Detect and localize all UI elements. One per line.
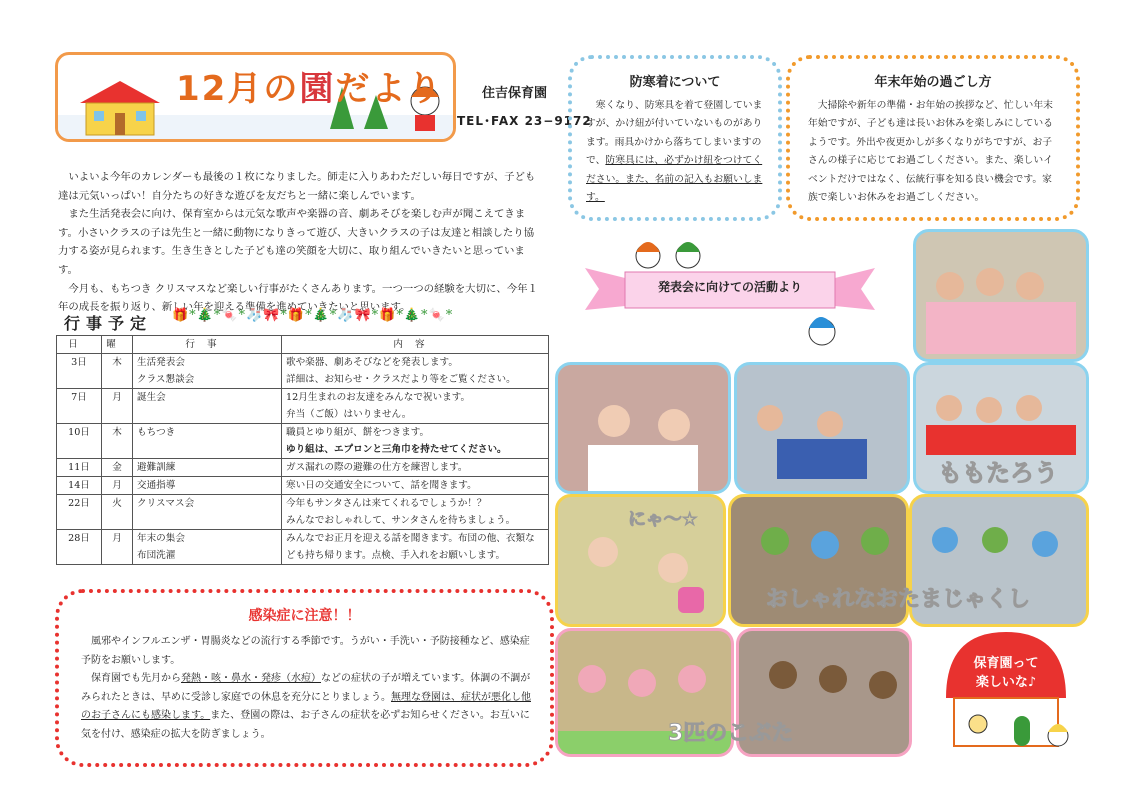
event-day-cell bbox=[57, 441, 102, 459]
event-day-cell: 28日 bbox=[57, 530, 102, 548]
event-dow-cell: 木 bbox=[102, 424, 133, 442]
event-name-cell: 交通指導 bbox=[133, 477, 282, 495]
event-day-cell: 10日 bbox=[57, 424, 102, 442]
event-content-cell: ガス漏れの際の避難の仕方を練習します。 bbox=[282, 459, 549, 477]
event-dow-cell: 月 bbox=[102, 477, 133, 495]
newsletter-title: 12月の園だより bbox=[176, 69, 444, 109]
house-message-line-2: 楽しいな♪ bbox=[975, 675, 1037, 690]
intro-paragraph-2: また生活発表会に向け、保育室からは元気な歌声や楽器の音、劇あそびを楽しむ声が聞こえてきます。小さいクラスの子は先生と一緒に動物になりきって遊び、大きいクラスの子は友達と相談したり協力する姿が見られます。生き生きとした子ども達の笑顔を大切に、取り組んでいきたいと思っています。 bbox=[58, 208, 535, 276]
event-day-cell bbox=[57, 547, 102, 565]
intro-paragraph-1: いよいよ今年のカレンダーも最後の１枚になりました。師走に入りあわただしい毎日ですが、子ども達は元気いっぱい！自分たちの好きな遊びを友だちと一緒に楽しんでいます。 bbox=[58, 171, 536, 202]
event-row bbox=[57, 459, 549, 477]
title-banner bbox=[55, 52, 456, 142]
intro-text bbox=[58, 168, 543, 317]
new-year-title: 年末年始の過ごし方 bbox=[874, 75, 992, 90]
event-name-cell: 避難訓練 bbox=[133, 459, 282, 477]
event-content-cell: ども持ち帰ります。点検、手入れをお願いします。 bbox=[282, 547, 549, 565]
event-day-cell: 14日 bbox=[57, 477, 102, 495]
event-row bbox=[57, 530, 549, 548]
event-day-cell bbox=[57, 406, 102, 424]
event-row bbox=[57, 354, 549, 372]
photo-cat-kids bbox=[555, 494, 726, 627]
blue-elf-icon bbox=[800, 306, 844, 350]
house-message-line-1: 保育園って bbox=[973, 656, 1039, 671]
event-row bbox=[57, 389, 549, 407]
event-content-cell: みんなでおしゃれして、サンタさんを待ちましょう。 bbox=[282, 512, 549, 530]
event-day-cell bbox=[57, 512, 102, 530]
event-content-cell: 歌や楽器、劇あそびなどを発表します。 bbox=[282, 354, 549, 372]
event-row bbox=[57, 424, 549, 442]
col-dow: 曜 bbox=[102, 336, 133, 354]
nursery-building-icon bbox=[70, 77, 170, 139]
infection-paragraph-1: 風邪やインフルエンザ・胃腸炎などの流行する季節です。うがい・手洗い・予防接種など、感染症予防をお願いします。 bbox=[81, 636, 530, 666]
event-dow-cell: 金 bbox=[102, 459, 133, 477]
caption-nya: にゃ〜☆ bbox=[628, 509, 698, 530]
christmas-decoration-icons: 🎁*🎄*🍬*🧦🎀*🎁*🎄*🧦🎀*🎁*🎄*🍬* bbox=[172, 308, 454, 323]
event-row bbox=[57, 371, 549, 389]
event-dow-cell bbox=[102, 406, 133, 424]
col-content: 内容 bbox=[282, 336, 549, 354]
event-day-cell: 7日 bbox=[57, 389, 102, 407]
event-content-cell: 職員とゆり組が、餅をつきます。 bbox=[282, 424, 549, 442]
intro-paragraph-3: 今月も、もちつき クリスマスなど楽しい行事がたくさんあります。一つ一つの経験を大切に、今年１年の成長を振り返り、新しい年を迎える準備を進めていきたいと思います。 bbox=[58, 282, 538, 314]
event-day-cell bbox=[57, 371, 102, 389]
events-title: 行事予定 bbox=[64, 314, 153, 333]
event-dow-cell: 月 bbox=[102, 530, 133, 548]
event-dow-cell bbox=[102, 441, 133, 459]
house-illustration bbox=[936, 632, 1076, 752]
event-dow-cell bbox=[102, 547, 133, 565]
caption-momotaro: ももたろう bbox=[938, 459, 1058, 487]
event-dow-cell: 火 bbox=[102, 495, 133, 513]
event-day-cell: 11日 bbox=[57, 459, 102, 477]
event-content-cell: 寒い日の交通安全について、話を聞きます。 bbox=[282, 477, 549, 495]
event-name-cell: 布団洗濯 bbox=[133, 547, 282, 565]
event-name-cell: 誕生会 bbox=[133, 389, 282, 407]
tel-fax: TEL･FAX 23−9172 bbox=[457, 114, 592, 128]
new-year-text: 大掃除や新年の準備・お年始の挨拶など、忙しい年末年始ですが、子ども達は長いお休みを楽しみにしているようです。外出や夜更かしが多くなりがちですが、お子さんの様子に応じてお過ごしください。また、楽しいイベントだけではなく、伝統行事を知る良い機会です。家族で楽しいお休みをお過ごしください。 bbox=[808, 100, 1053, 204]
event-dow-cell bbox=[102, 371, 133, 389]
event-row bbox=[57, 477, 549, 495]
event-name-cell: 生活発表会 bbox=[133, 354, 282, 372]
event-content-cell: 今年もサンタさんは来てくれるでしょうか！？ bbox=[282, 495, 549, 513]
event-name-cell: クリスマス会 bbox=[133, 495, 282, 513]
event-day-cell: 22日 bbox=[57, 495, 102, 513]
photo-kids-costumes bbox=[734, 362, 910, 494]
infection-body bbox=[81, 633, 536, 744]
house-message bbox=[952, 654, 1060, 692]
new-year-box bbox=[786, 55, 1080, 221]
event-name-cell: 年末の集会 bbox=[133, 530, 282, 548]
col-event: 行事 bbox=[133, 336, 282, 354]
event-content-cell: 12月生まれのお友達をみんなで祝います。 bbox=[282, 389, 549, 407]
school-name: 住吉保育園 bbox=[482, 86, 548, 101]
event-row bbox=[57, 441, 549, 459]
event-content-cell: 詳細は、お知らせ・クラスだより等をご覧ください。 bbox=[282, 371, 549, 389]
event-name-cell bbox=[133, 512, 282, 530]
event-dow-cell: 木 bbox=[102, 354, 133, 372]
photo-stage-kids bbox=[913, 229, 1089, 362]
event-content-cell: みんなでお正月を迎える話を聞きます。布団の他、衣類な bbox=[282, 530, 549, 548]
event-dow-cell: 月 bbox=[102, 389, 133, 407]
caption-three-pigs: 3匹のこぶた bbox=[668, 721, 794, 746]
cold-wear-text: 寒くなり、防寒具を着て登園していますが、かけ紐が付いていないものがあります。雨具かけから落ちてしまいますので、防寒具には、必ずかけ紐をつけてください。また、名前の記入もお願いします。 bbox=[586, 100, 763, 204]
event-row bbox=[57, 547, 549, 565]
infection-notice-box bbox=[55, 589, 554, 767]
event-row bbox=[57, 406, 549, 424]
event-row bbox=[57, 512, 549, 530]
event-day-cell: 3日 bbox=[57, 354, 102, 372]
activity-banner-text: 発表会に向けての活動より bbox=[657, 280, 802, 294]
event-name-cell bbox=[133, 441, 282, 459]
caption-tadpole: おしゃれなおたまじゃくし bbox=[766, 587, 1031, 612]
events-table-header bbox=[57, 336, 549, 354]
cold-wear-title: 防寒着について bbox=[629, 75, 721, 90]
event-name-cell: クラス懇談会 bbox=[133, 371, 282, 389]
photo-momotaro bbox=[913, 362, 1089, 494]
event-name-cell bbox=[133, 406, 282, 424]
event-dow-cell bbox=[102, 512, 133, 530]
infection-paragraph-2: 保育園でも先月から発熱・咳・鼻水・発疹（水痘）などの症状の子が増えています。体調の不調がみられたときは、早めに受診し家庭での休息を充分にとりましょう。無理な登園は、症状が悪化し他のお子さんにも感染します。また、登園の際は、お子さんの症状を必ずお知らせください。お互いに気を付け、感染症の拡大を防ぎましょう。 bbox=[81, 673, 531, 740]
col-day: 日 bbox=[57, 336, 102, 354]
infection-title: 感染症に注意！！ bbox=[248, 608, 361, 624]
event-name-cell: もちつき bbox=[133, 424, 282, 442]
event-content-cell: ゆり組は、エプロンと三角巾を持たせてください。 bbox=[282, 441, 549, 459]
events-table bbox=[56, 335, 549, 565]
cold-wear-box bbox=[568, 55, 782, 221]
event-content-cell: 弁当（ご飯）はいりません。 bbox=[282, 406, 549, 424]
event-row bbox=[57, 495, 549, 513]
photo-kids-pink-hats bbox=[555, 362, 731, 494]
